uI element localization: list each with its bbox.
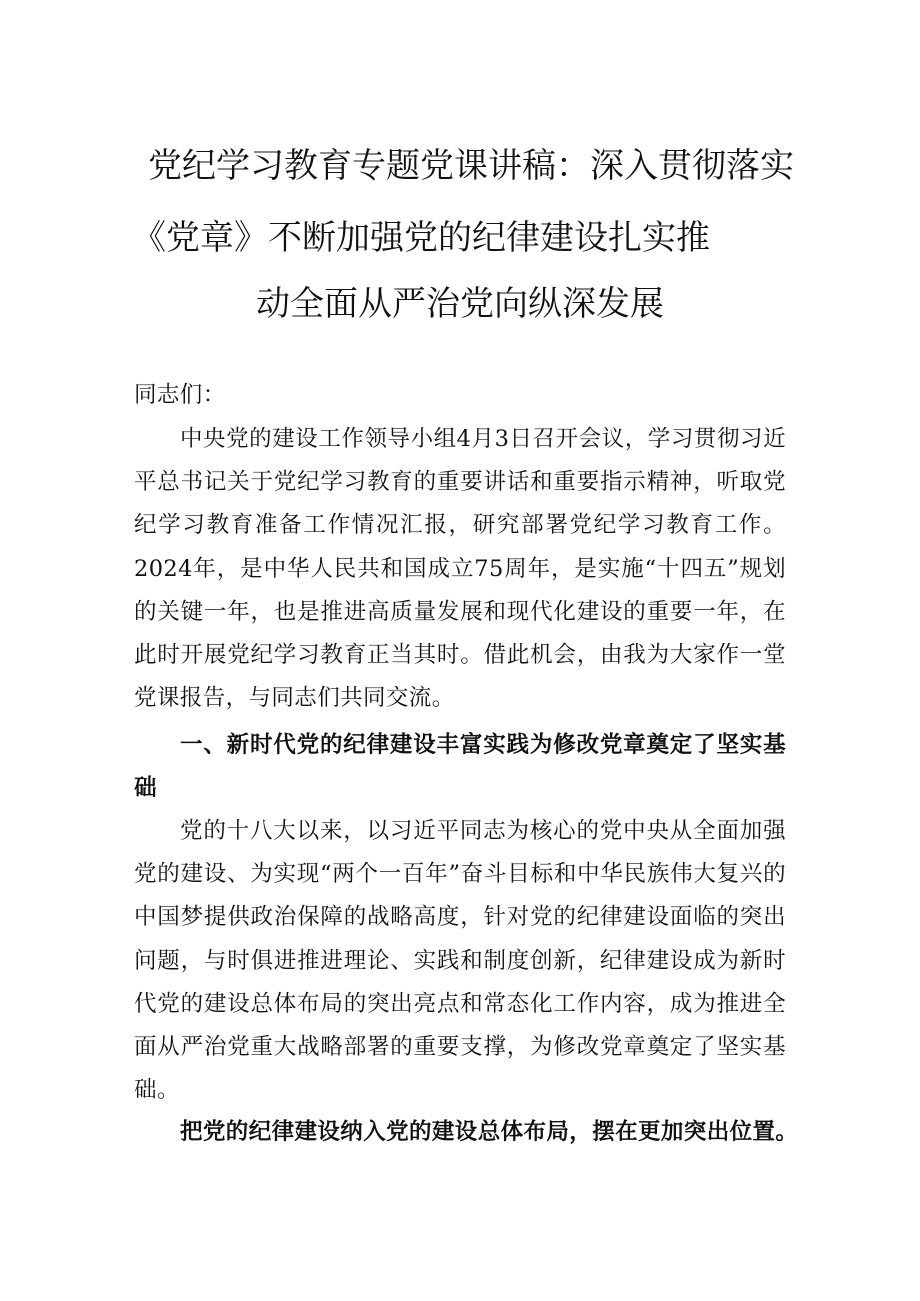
document-title-line-1: 党纪学习教育专题党课讲稿：深入贯彻落实	[148, 146, 794, 186]
salutation: 同志们：	[134, 382, 226, 408]
document-title-line-2: 《党章》不断加强党的纪律建设扎实推	[132, 218, 710, 258]
section-heading: 一、新时代党的纪律建设丰富实践为修改党章奠定了坚实基础	[134, 732, 786, 802]
intro-paragraph: 中央党的建设工作领导小组4月3日召开会议，学习贯彻习近平总书记关于党纪学习教育的重要讲话和重要指示精神，听取党纪学习教育准备工作情况汇报，研究部署党纪学习教育工作。2024年，是中华人民共和国成立75周年，是实施“十四五”规划的关键一年，也是推进高质量发展和现代化建设的重要一年，在此时开展党纪学习教育正当其时。借此机会，由我为大家作一堂党课报告，与同志们共同交流。	[134, 426, 786, 712]
section-paragraph: 党的十八大以来，以习近平同志为核心的党中央从全面加强党的建设、为实现“两个一百年”奋斗目标和中华民族伟大复兴的中国梦提供政治保障的战略高度，针对党的纪律建设面临的突出问题，与时俱进推进理论、实践和制度创新，纪律建设成为新时代党的建设总体布局的突出亮点和常态化工作内容，成为推进全面从严治党重大战略部署的重要支撑，为修改党章奠定了坚实基础。	[134, 818, 786, 1104]
document-title-line-3: 动全面从严治党向纵深发展	[256, 284, 664, 324]
sub-heading: 把党的纪律建设纳入党的建设总体布局，摆在更加突出位置。	[180, 1119, 799, 1145]
